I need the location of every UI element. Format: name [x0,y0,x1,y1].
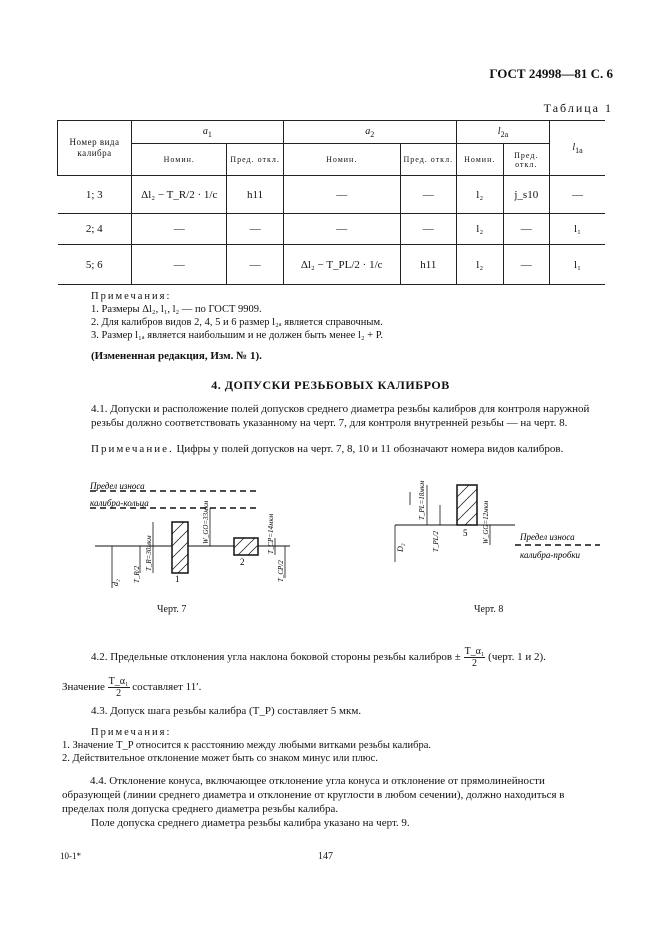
fig8-label1: Предел износа [520,532,575,542]
value-line: Значение $\frac{\text{T\_α₁}}{2}$ составляет 11′. [62,676,202,699]
fig8-tpl: T_PL=18мкм [418,480,426,520]
fig7-n1: 1 [175,574,180,584]
page-number: 147 [318,851,333,862]
fig7-trhalf: T_R/2 [133,565,141,583]
a1-dev-header: Пред. откл. [227,144,283,176]
a1-nom-header: Номин. [132,144,227,176]
table-row: 2; 4 — — — — l₂ — l₁ [58,214,606,245]
standard-header: ГОСТ 24998—81 С. 6 [489,66,613,81]
col-l1a-header: $l_{1a}$ [550,121,605,176]
note-item: 2. Действительное отклонение может быть со знаком минус или плюс. [62,753,378,764]
table-row: 5; 6 — — Δl₂ − T_PL/2 · 1/c h11 l₂ — l₁ [58,245,606,285]
fig8-tplhalf: T_PL/2 [432,530,440,552]
note-item: 1. Размеры Δl₂, l₁, l₂ — по ГОСТ 9909. [91,304,262,315]
notes-4-3-items [62,739,602,765]
change-note: (Измененная редакция, Изм. № 1). [91,350,262,362]
table-caption: Таблица 1 [543,101,613,115]
note-label: Примечание. [91,443,174,455]
fig7-tcp: T_CP=14мкм [267,513,275,554]
table-notes [91,290,383,342]
tolerance-table [57,120,605,285]
figure-8-diagram [365,472,605,592]
paragraph-4-4: 4.4. Отклонение конуса, включающее отклонение угла конуса и отклонение от прямолинейности образующей (линии среднего диаметра и отклонение от круглости в любом сечении), должно находиться в пределах поля допуска среднего диаметра резьбы калибра. [62,775,565,815]
fig8-label2: калибра-пробки [520,550,581,560]
fig7-label2: калибра-кольца [90,498,149,508]
col-l2a-header: $l_{2a}$ [456,121,549,144]
note-item: 1. Значение T_P относится к расстоянию между любыми витками резьбы калибра. [62,740,431,751]
paragraph-4-3: 4.3. Допуск шага резьбы калибра (T_P) составляет 5 мкм. [91,705,362,717]
fig8-d2: D₂ [396,543,405,552]
fraction: $\frac{\text{T\_α₁}}{2}$ [464,646,485,669]
a2-nom-header: Номин. [283,144,400,176]
fig8-wgo: W_GO=12мкм [482,500,490,544]
fig7-n2: 2 [240,557,245,567]
notes-4-3 [91,726,171,739]
fig7-d2: d₂ [111,579,120,586]
fig7-label1: Предел износа [90,481,145,491]
fig7-wgo: W_GO=33мкм [202,500,210,544]
a2-formula: Δl₂ − T_PL/2 · 1/c [283,245,400,285]
a1-formula: Δl₂ − T_R/2 · 1/c [132,176,227,214]
table-row: 1; 3 Δl₂ − T_R/2 · 1/c h11 — — l₂ j_s10 — [58,176,606,214]
col-kind-header: Номер вида калибра [58,121,132,176]
col-a2-header: $a_2$ [283,121,456,144]
figure-7-caption: Черт. 7 [157,604,187,615]
fig7-tr: T_R=30мкм [145,535,153,571]
note-item: 3. Размер l₁ₐ является наибольшим и не должен быть менее l₂ + P. [91,330,384,341]
footer-mark: 10-1* [60,851,81,861]
l2a-nom-header: Номин. [456,144,503,176]
paragraph-4-4-b: Поле допуска среднего диаметра резьбы калибра указано на черт. 9. [91,817,410,829]
l2a-dev-header: Пред. откл. [503,144,549,176]
notes-title: Примечания: [91,291,172,302]
notes-title: Примечания: [91,727,172,738]
fig8-n5: 5 [463,528,468,538]
paragraph-4-2: 4.2. Предельные отклонения угла наклона боковой стороны резьбы калибров ± $\frac{\text{T\_α₁}}{2}$ (черт. 1 и 2). [91,646,546,669]
note-4-1 [91,442,601,456]
note-text: Цифры у полей допусков на черт. 7, 8, 10 и 11 обозначают номера видов калибров. [173,443,564,455]
fraction: $\frac{\text{T\_α₁}}{2}$ [108,676,129,699]
fig7-tcphalf: T_CP/2 [277,560,285,582]
section-title: 4. ДОПУСКИ РЕЗЬБОВЫХ КАЛИБРОВ [211,378,450,392]
note-item: 2. Для калибров видов 2, 4, 5 и 6 размер l₂ₐ является справочным. [91,317,383,328]
col-a1-header: $a_1$ [132,121,284,144]
figure-7-diagram [60,478,300,598]
paragraph-4-1: 4.1. Допуски и расположение полей допусков среднего диаметра резьбы калибров для контроля наружной резьбы должно соответствовать указанному на черт. 7, для контроля внутренней резьбы — на черт. 8. [91,403,590,429]
figure-8-caption: Черт. 8 [474,604,504,615]
a2-dev-header: Пред. откл. [400,144,456,176]
